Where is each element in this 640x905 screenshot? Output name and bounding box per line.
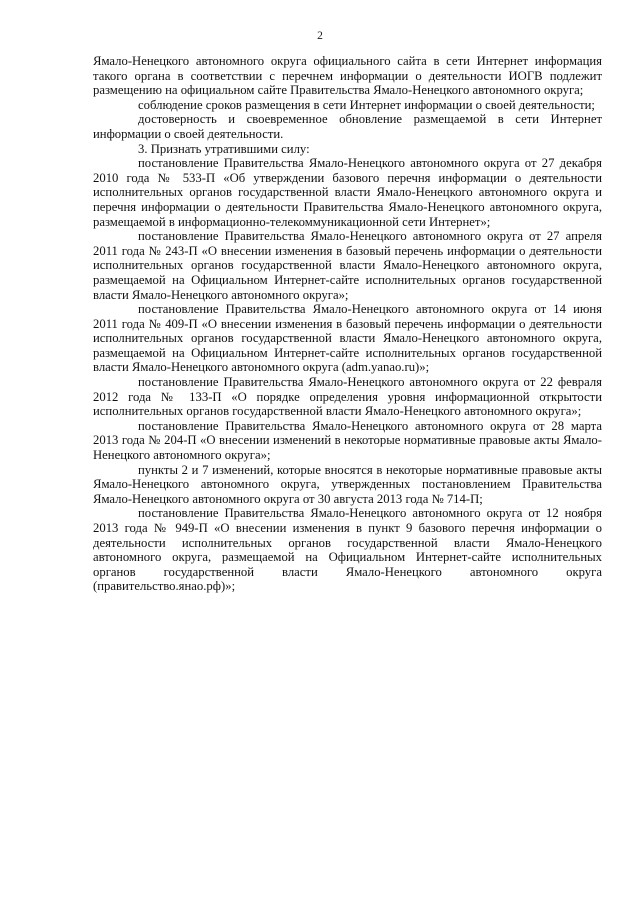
page-number: 2 xyxy=(317,30,323,42)
repealed-act-item: постановление Правительства Ямало-Ненецкого автономного округа от 27 апреля 2011 года № 243-П «О внесении изменения в базовый перечень информации о деятельности исполнительных органов государственной власти Ямало-Ненецкого автономного округа, размещаемой на Официальном Интернет-сайте исполнительных органов государственной власти Ямало-Ненецкого автономного округа»; xyxy=(93,229,602,302)
paragraph-continuation: Ямало-Ненецкого автономного округа официального сайта в сети Интернет информация такого органа в соответствии с перечнем информации о деятельности ИОГВ подлежит размещению на официальном сайте Правительства Ямало-Ненецкого автономного округа; xyxy=(93,54,602,98)
section-heading-repeal: 3. Признать утратившими силу: xyxy=(138,141,310,156)
document-body xyxy=(93,54,602,594)
repealed-act-item: постановление Правительства Ямало-Ненецкого автономного округа от 27 декабря 2010 года № 533-П «Об утверждении базового перечня информации о деятельности исполнительных органов государственной власти Ямало-Ненецкого автономного округа и перечня информации о деятельности Правительства Ямало-Ненецкого автономного округа, размещаемой в информационно-телекоммуникационной сети Интернет»; xyxy=(93,156,602,229)
paragraph-accuracy: достоверность и своевременное обновление размещаемой в сети Интернет информации о своей деятельности. xyxy=(93,112,602,141)
repealed-act-item: постановление Правительства Ямало-Ненецкого автономного округа от 28 марта 2013 года № 204-П «О внесении изменений в некоторые нормативные правовые акты Ямало-Ненецкого автономного округа»; xyxy=(93,418,602,463)
repealed-act-item: пункты 2 и 7 изменений, которые вносятся в некоторые нормативные правовые акты Ямало-Ненецкого автономного округа, утвержденных постановлением Правительства Ямало-Ненецкого автономного округа от 30 августа 2013 года № 714-П; xyxy=(93,462,602,506)
repealed-act-item: постановление Правительства Ямало-Ненецкого автономного округа от 22 февраля 2012 года № 133-П «О порядке определения уровня информационной открытости исполнительных органов государственной власти Ямало-Ненецкого автономного округа»; xyxy=(93,375,602,419)
paragraph-deadlines: соблюдение сроков размещения в сети Интернет информации о своей деятельности; xyxy=(138,97,595,112)
repealed-act-item: постановление Правительства Ямало-Ненецкого автономного округа от 12 ноября 2013 года № 949-П «О внесении изменения в пункт 9 базового перечня информации о деятельности исполнительных органов государственной власти Ямало-Ненецкого автономного округа, размещаемой на Официальном Интернет-сайте исполнительных органов государственной власти Ямало-Ненецкого автономного округа (правительство.янао.рф)»; xyxy=(93,506,602,594)
repealed-act-item: постановление Правительства Ямало-Ненецкого автономного округа от 14 июня 2011 года № 409-П «О внесении изменения в базовый перечень информации о деятельности исполнительных органов государственной власти Ямало-Ненецкого автономного округа, размещаемой на Официальном Интернет-сайте исполнительных органов государственной власти Ямало-Ненецкого автономного округа (adm.yanao.ru)»; xyxy=(93,302,602,375)
